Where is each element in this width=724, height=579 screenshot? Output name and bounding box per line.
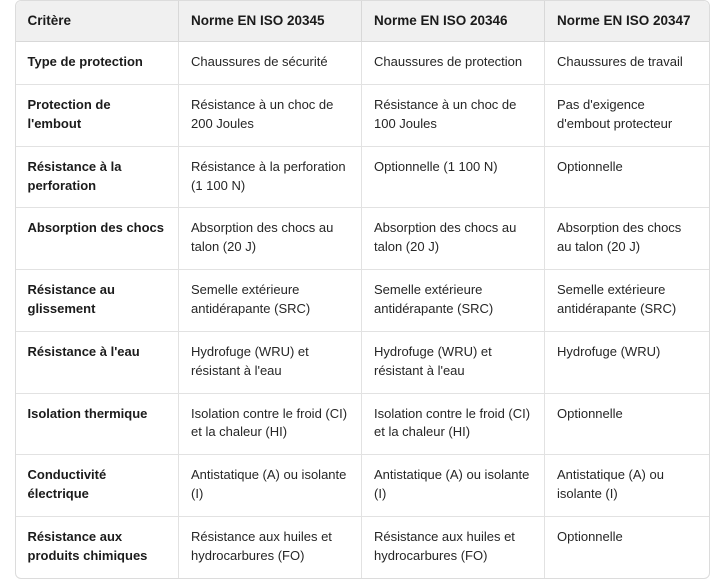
standards-comparison-table xyxy=(16,1,709,578)
cell-iso20345: Hydrofuge (WRU) et résistant à l'eau xyxy=(179,331,362,393)
cell-iso20345: Semelle extérieure antidérapante (SRC) xyxy=(179,270,362,332)
cell-iso20347: Optionnelle xyxy=(557,528,623,544)
table-row xyxy=(16,208,709,270)
cell-iso20345: Antistatique (A) ou isolante (I) xyxy=(179,455,362,517)
cell-iso20347: Semelle extérieure antidérapante (SRC) xyxy=(545,270,709,332)
cell-iso20346: Résistance à un choc de 100 Joules xyxy=(362,85,545,147)
column-header-iso20345: Norme EN ISO 20345 xyxy=(179,1,362,42)
table-header-row xyxy=(16,1,709,42)
cell-iso20347: Chaussures de travail xyxy=(545,42,709,85)
cell-iso20347: Antistatique (A) ou isolante (I) xyxy=(545,455,709,517)
cell-criterion: Résistance aux produits chimiques xyxy=(16,516,179,577)
table-row xyxy=(16,270,709,332)
column-header-iso20346: Norme EN ISO 20346 xyxy=(362,1,545,42)
cell-iso20345: Chaussures de sécurité xyxy=(179,42,362,85)
cell-iso20345: Isolation contre le froid (CI) et la chaleur (HI) xyxy=(179,393,362,455)
table-body xyxy=(16,42,709,578)
column-header-iso20347: Norme EN ISO 20347 xyxy=(545,1,709,42)
table-header xyxy=(16,1,709,42)
table-row xyxy=(16,146,709,208)
cell-iso20345: Résistance à un choc de 200 Joules xyxy=(179,85,362,147)
cell-criterion: Absorption des chocs xyxy=(16,208,179,270)
cell-iso20346: Hydrofuge (WRU) et résistant à l'eau xyxy=(362,331,545,393)
cell-iso20345: Résistance aux huiles et hydrocarbures (FO) xyxy=(179,516,362,577)
cell-criterion: Résistance à l'eau xyxy=(16,331,179,393)
column-header-criterion: Critère xyxy=(16,1,179,42)
cell-iso20347: Optionnelle xyxy=(545,146,709,208)
cell-iso20347: Optionnelle xyxy=(545,393,709,455)
table-row xyxy=(16,516,709,577)
table-row xyxy=(16,455,709,517)
cell-iso20346: Antistatique (A) ou isolante (I) xyxy=(362,455,545,517)
cell-iso20346: Semelle extérieure antidérapante (SRC) xyxy=(362,270,545,332)
table-row xyxy=(16,393,709,455)
cell-iso20347: Hydrofuge (WRU) xyxy=(545,331,709,393)
cell-iso20346: Isolation contre le froid (CI) et la chaleur (HI) xyxy=(362,393,545,455)
cell-criterion: Isolation thermique xyxy=(16,393,179,455)
table-row xyxy=(16,85,709,147)
cell-iso20346: Optionnelle (1 100 N) xyxy=(362,146,545,208)
cell-iso20345: Résistance à la perforation (1 100 N) xyxy=(179,146,362,208)
cell-iso20345: Absorption des chocs au talon (20 J) xyxy=(179,208,362,270)
cell-iso20346: Résistance aux huiles et hydrocarbures (FO) xyxy=(362,516,545,577)
table-row xyxy=(16,331,709,393)
table-row xyxy=(16,42,709,85)
cell-iso20346: Chaussures de protection xyxy=(362,42,545,85)
table-outline xyxy=(15,0,710,579)
cell-criterion: Résistance au glissement xyxy=(16,270,179,332)
cell-criterion: Protection de l'embout xyxy=(16,85,179,147)
cell-criterion: Résistance à la perforation xyxy=(16,146,179,208)
cell-iso20346: Absorption des chocs au talon (20 J) xyxy=(362,208,545,270)
cell-iso20347: Pas d'exigence d'embout protecteur xyxy=(545,85,709,147)
cell-criterion: Type de protection xyxy=(16,42,179,85)
cell-criterion: Conductivité électrique xyxy=(16,455,179,517)
cell-iso20347: Absorption des chocs au talon (20 J) xyxy=(545,208,709,270)
